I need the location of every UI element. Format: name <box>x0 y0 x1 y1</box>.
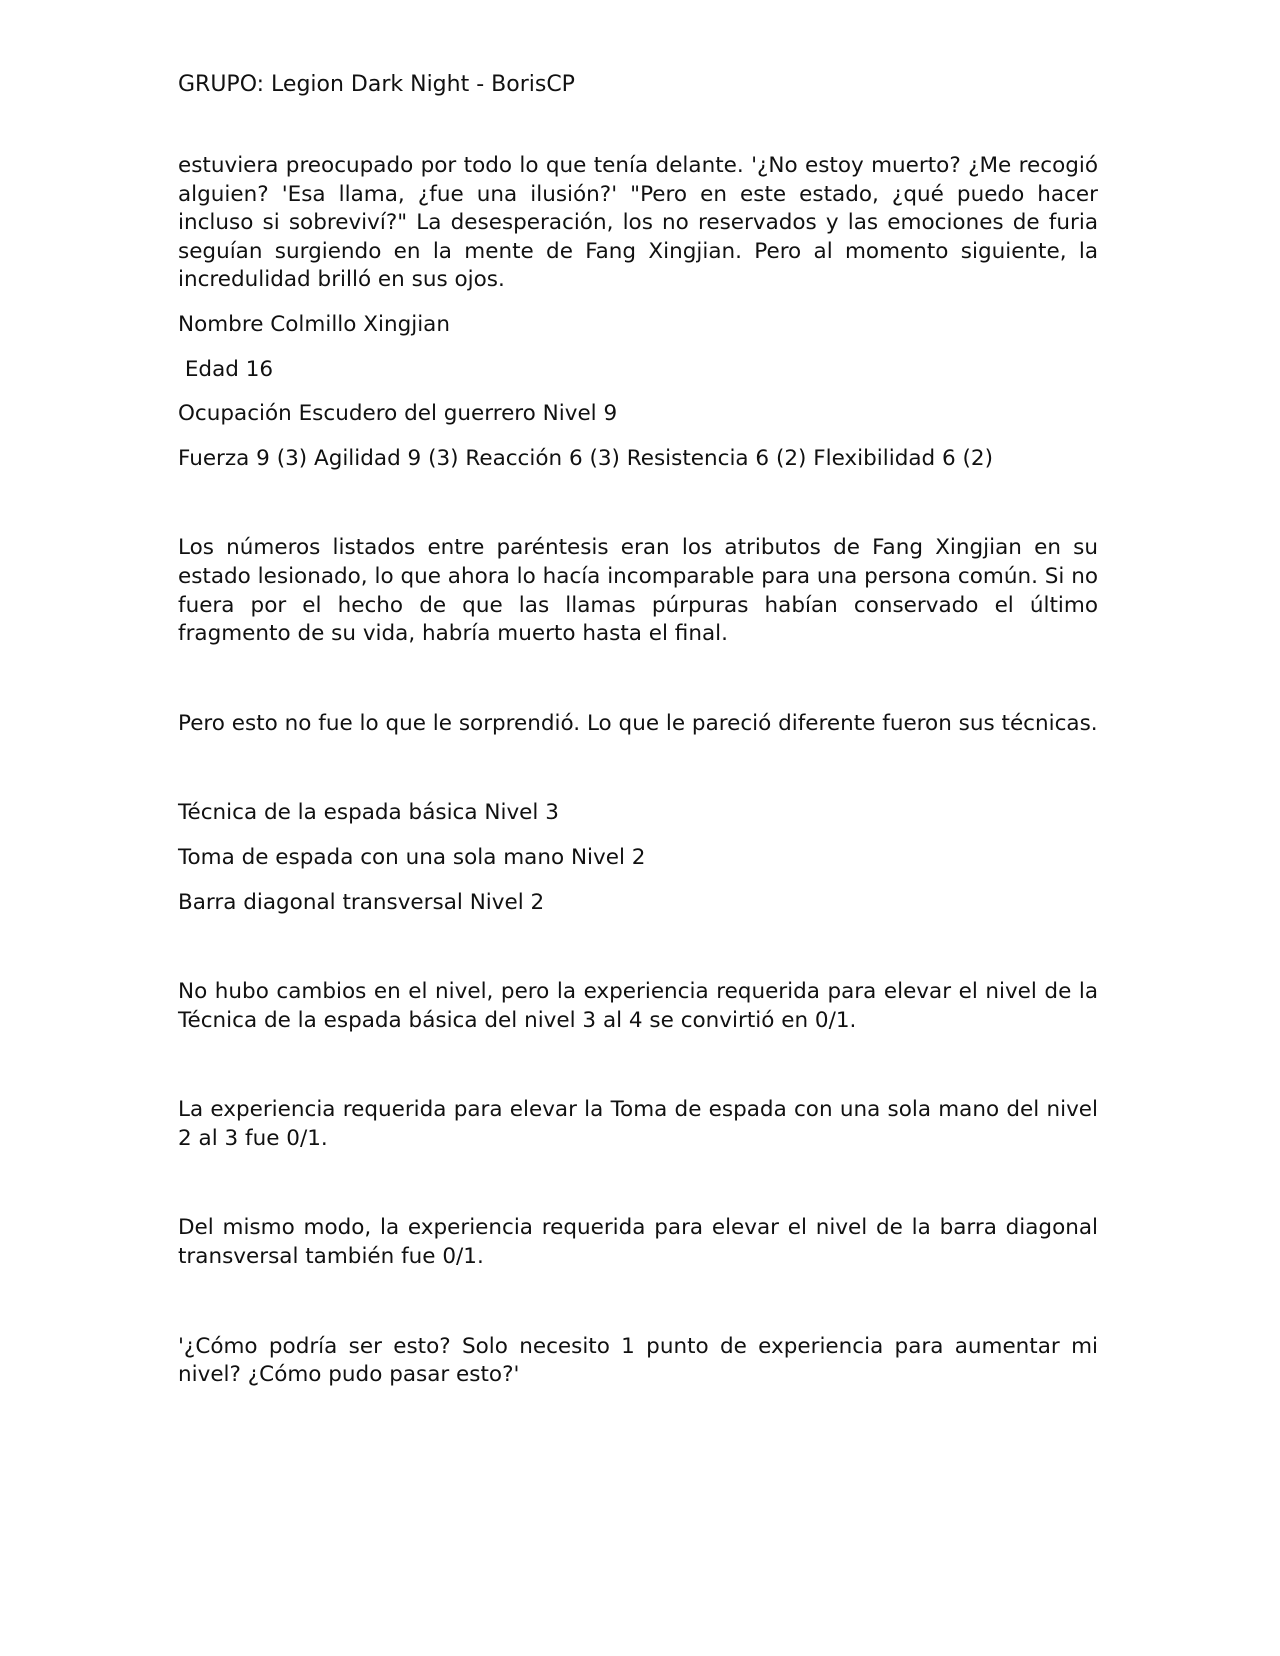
paragraph-attributes-explanation: Los números listados entre paréntesis eran los atributos de Fang Xingjian en su estado lesionado, lo que ahora lo hacía incomparable para una persona común. Si no fuera por el hecho de que las llamas púrpuras habían conservado el último fragmento de su vida, habría muerto hasta el final. <box>178 535 1098 647</box>
paragraph-inner-question: '¿Cómo podría ser esto? Solo necesito 1 punto de experiencia para aumentar mi nivel? ¿Cómo pudo pasar esto?' <box>178 1333 1098 1388</box>
technique-line-basic-sword: Técnica de la espada básica Nivel 3 <box>178 800 559 826</box>
paragraph-intro: estuviera preocupado por todo lo que tenía delante. '¿No estoy muerto? ¿Me recogió alguien? 'Esa llama, ¿fue una ilusión?' "Pero en este estado, ¿qué puedo hacer incluso si sobreviví?" La desesperación, los no reservados y las emociones de furia seguían surgiendo en la mente de Fang Xingjian. Pero al momento siguiente, la incredulidad brilló en sus ojos. <box>178 153 1098 293</box>
stat-occupation-line: Ocupación Escudero del guerrero Nivel 9 <box>178 401 618 427</box>
paragraph-one-hand-experience: La experiencia requerida para elevar la Toma de espada con una sola mano del nivel 2 al 3 fue 0/1. <box>178 1097 1098 1151</box>
technique-line-one-hand-grip: Toma de espada con una sola mano Nivel 2 <box>178 844 646 870</box>
stat-age-line: Edad 16 <box>178 356 274 382</box>
stat-attributes-line: Fuerza 9 (3) Agilidad 9 (3) Reacción 6 (3) Resistencia 6 (2) Flexibilidad 6 (2) <box>178 445 993 471</box>
paragraph-level-change: No hubo cambios en el nivel, pero la experiencia requerida para elevar el nivel de la Técnica de la espada básica del nivel 3 al 4 se convirtió en 0/1. <box>178 979 1098 1033</box>
stat-name-line: Nombre Colmillo Xingjian <box>178 311 450 337</box>
paragraph-diagonal-experience: Del mismo modo, la experiencia requerida para elevar el nivel de la barra diagonal transversal también fue 0/1. <box>178 1215 1098 1270</box>
technique-line-diagonal-slash: Barra diagonal transversal Nivel 2 <box>178 889 545 915</box>
page-header: GRUPO: Legion Dark Night - BorisCP <box>178 72 575 97</box>
paragraph-surprise: Pero esto no fue lo que le sorprendió. Lo que le pareció diferente fueron sus técnicas. <box>178 710 1098 736</box>
document-body <box>178 152 1098 1390</box>
